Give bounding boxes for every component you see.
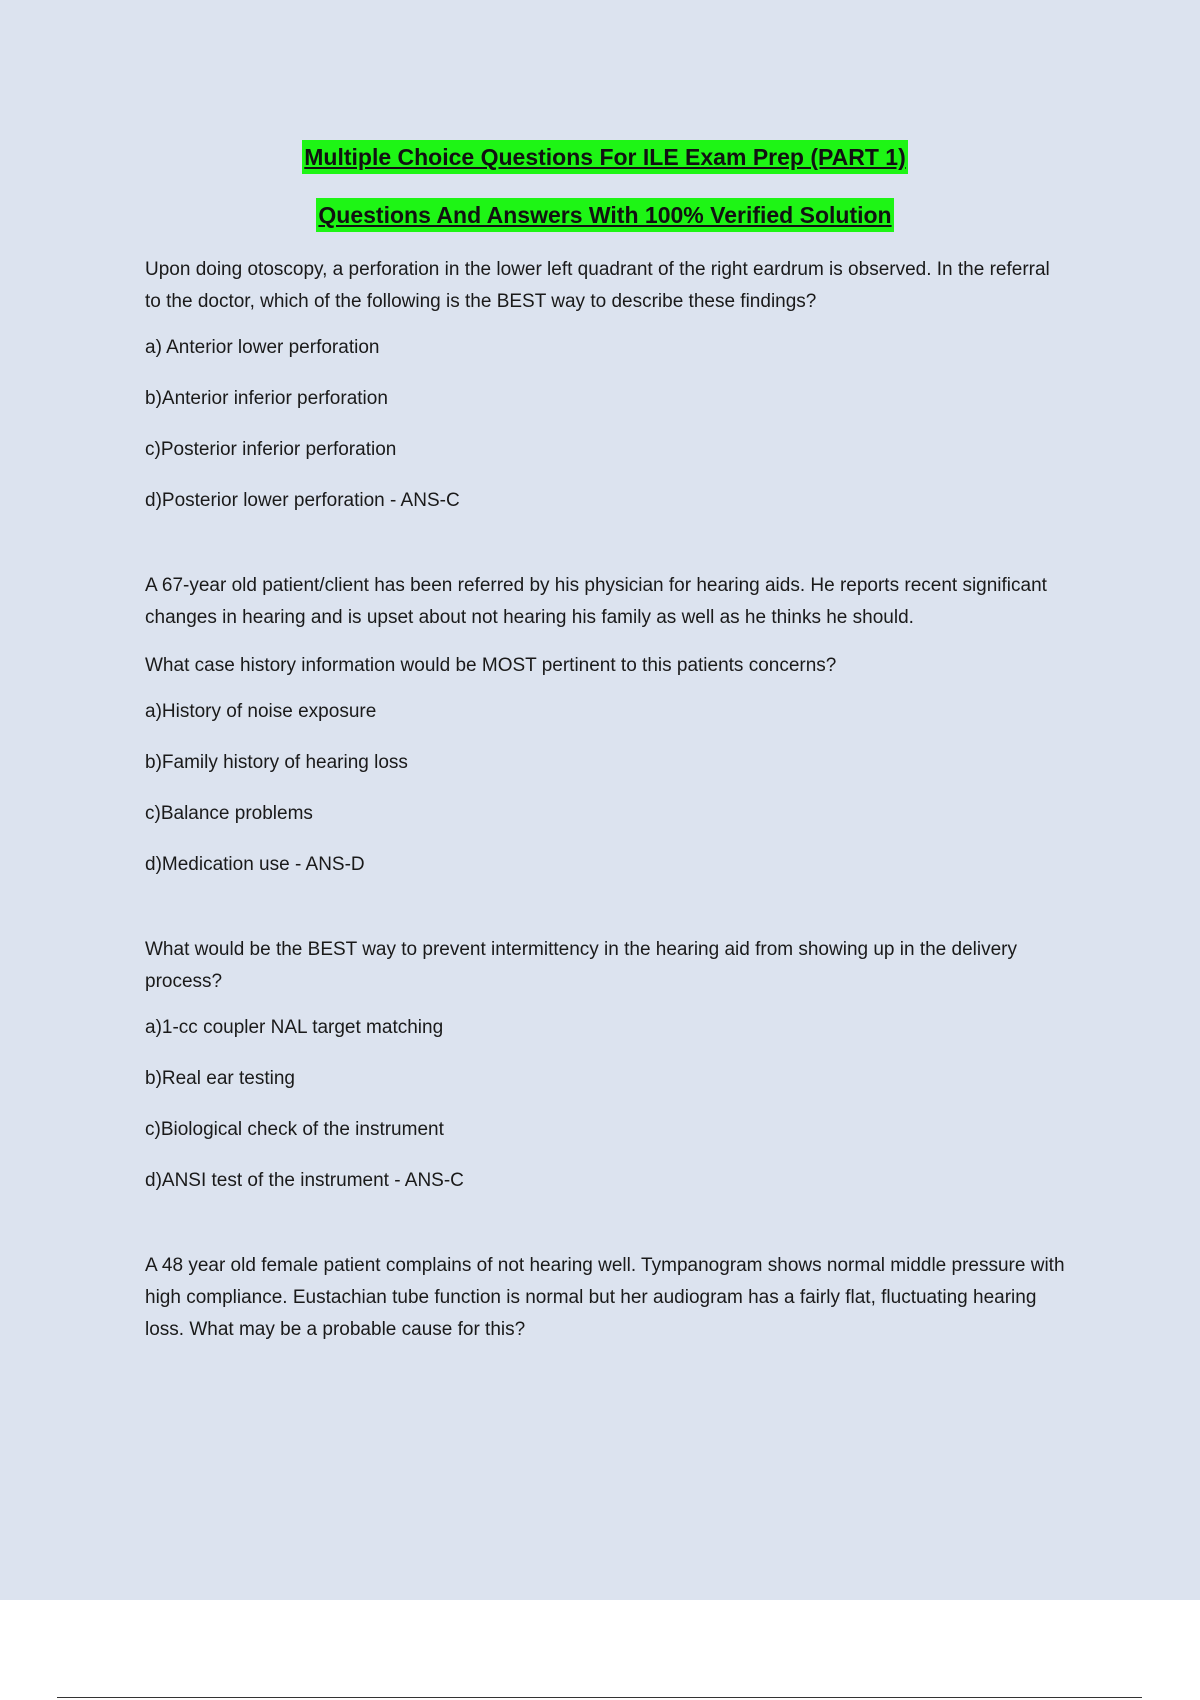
answer-option-c: c)Balance problems xyxy=(145,803,313,824)
answer-option-b: b)Anterior inferior perforation xyxy=(145,388,388,409)
answer-option-a: a)1-cc coupler NAL target matching xyxy=(145,1017,444,1038)
answer-option-d: d)Medication use - ANS-D xyxy=(145,854,365,875)
title-line-2-wrap xyxy=(145,198,1065,232)
question-text: A 48 year old female patient complains of not hearing well. Tympanogram shows normal middle pressure with high compliance. Eustachian tube function is normal but her audiogram has a fairly flat, fluctuating hearing loss. What may be a probable cause for this? xyxy=(145,1255,1065,1340)
answer-option-b: b)Family history of hearing loss xyxy=(145,752,408,773)
answer-option-c: c)Posterior inferior perforation xyxy=(145,439,397,460)
question-text: A 67-year old patient/client has been referred by his physician for hearing aids. He reports recent significant changes in hearing and is upset about not hearing his family as well as he thinks he should. xyxy=(145,575,1047,628)
question-4 xyxy=(145,1250,1065,1346)
answer-option-a: a)History of noise exposure xyxy=(145,701,377,722)
question-2 xyxy=(145,570,1065,879)
question-text: What would be the BEST way to prevent intermittency in the hearing aid from showing up in the delivery process? xyxy=(145,939,1017,992)
document-subtitle: Questions And Answers With 100% Verified Solution xyxy=(316,198,893,232)
footer-divider xyxy=(57,1697,1142,1698)
answer-option-b: b)Real ear testing xyxy=(145,1068,295,1089)
title-line-1-wrap xyxy=(145,140,1065,174)
document-content xyxy=(145,140,1065,1401)
question-prompt: What case history information would be MOST pertinent to this patients concerns? xyxy=(145,655,837,676)
question-1 xyxy=(145,254,1065,515)
answer-option-c: c)Biological check of the instrument xyxy=(145,1119,444,1140)
question-3 xyxy=(145,934,1065,1195)
answer-option-d: d)ANSI test of the instrument - ANS-C xyxy=(145,1170,464,1191)
question-text: Upon doing otoscopy, a perforation in the lower left quadrant of the right eardrum is observed. In the referral to the doctor, which of the following is the BEST way to describe these findings? xyxy=(145,259,1050,312)
document-title: Multiple Choice Questions For ILE Exam Prep (PART 1) xyxy=(302,140,908,174)
answer-option-d: d)Posterior lower perforation - ANS-C xyxy=(145,490,460,511)
answer-option-a: a) Anterior lower perforation xyxy=(145,337,380,358)
